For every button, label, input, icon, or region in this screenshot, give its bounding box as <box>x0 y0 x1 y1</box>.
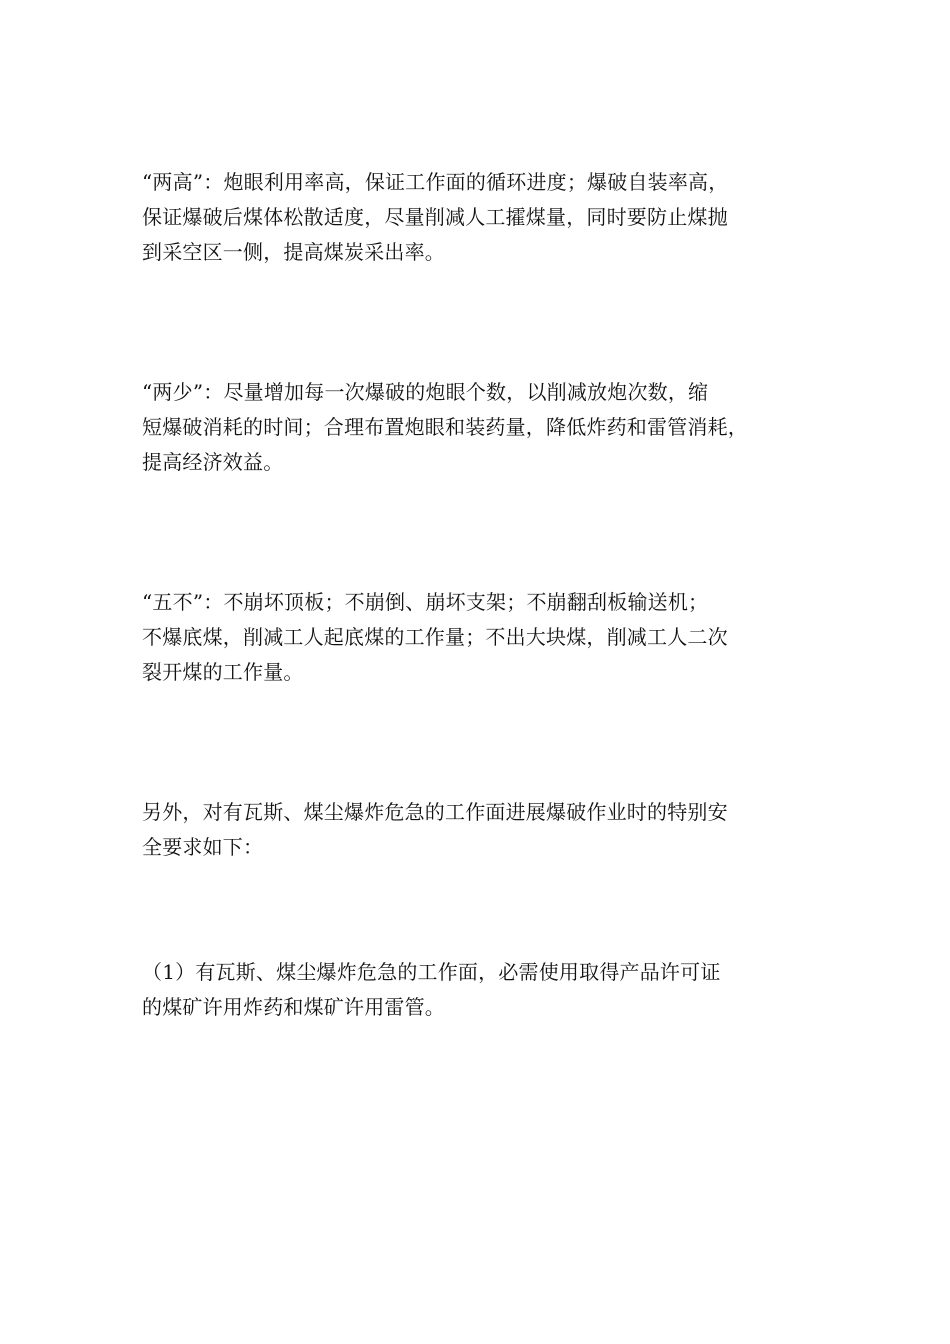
text-line: “两少”：尽量增加每一次爆破的炮眼个数，以削减放炮次数，缩 <box>142 380 709 404</box>
paragraph-two-lows <box>142 375 810 480</box>
text-line: 全要求如下： <box>142 835 264 859</box>
paragraph-two-highs <box>142 165 810 270</box>
text-line: 的煤矿许用炸药和煤矿许用雷管。 <box>142 995 445 1019</box>
text-line: 不爆底煤，削减工人起底煤的工作量；不出大块煤，削减工人二次 <box>142 625 728 649</box>
text-line: “五不”：不崩坏顶板；不崩倒、崩坏支架；不崩翻刮板输送机； <box>142 590 709 614</box>
text-line: 提高经济效益。 <box>142 450 284 474</box>
text-line: 裂开煤的工作量。 <box>142 660 304 684</box>
text-line: 短爆破消耗的时间；合理布置炮眼和装药量，降低炸药和雷管消耗， <box>142 415 748 439</box>
text-line: 到采空区一侧，提高煤炭采出率。 <box>142 240 445 264</box>
text-line: “两高”：炮眼利用率高，保证工作面的循环进度；爆破自装率高， <box>142 170 729 194</box>
paragraph-requirement-1 <box>142 955 810 1025</box>
paragraph-five-nots <box>142 585 810 690</box>
text-line: 另外，对有瓦斯、煤尘爆炸危急的工作面进展爆破作业时的特别安 <box>142 800 728 824</box>
text-line: （1）有瓦斯、煤尘爆炸危急的工作面，必需使用取得产品许可证 <box>142 960 721 984</box>
paragraph-special-requirements <box>142 795 810 865</box>
text-line: 保证爆破后煤体松散适度，尽量削减人工攉煤量，同时要防止煤抛 <box>142 205 728 229</box>
